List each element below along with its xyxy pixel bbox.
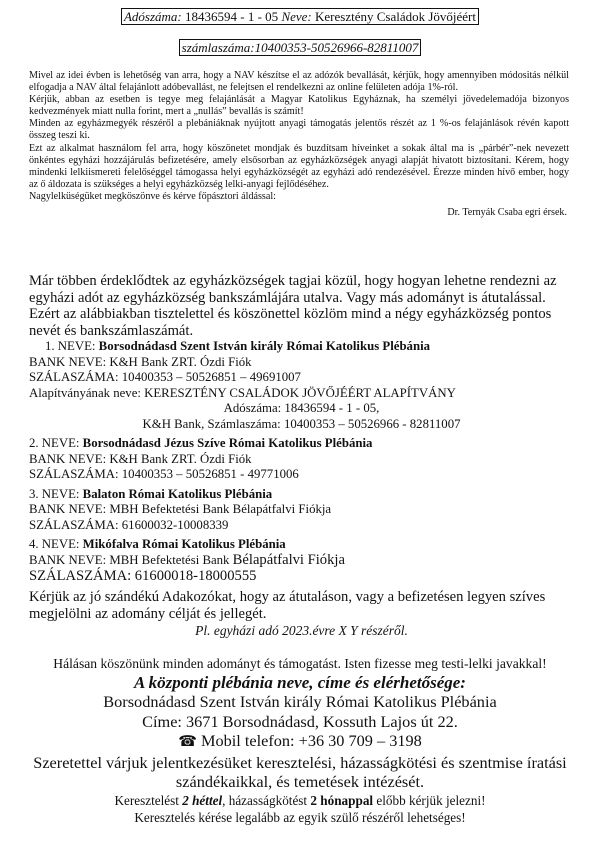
letter-paragraph: Mivel az idei évben is lehetőség van arra, hogy a NAV készítse el az adózók bevallását, kérjük, hogy amennyiben módositás nélkül elfogadja a NAV által felajánlott adóbevallást, ne felejtsen el rendelkezni az online felületen adója 1%-ról.: [29, 70, 569, 94]
contact-phone: [0, 731, 600, 753]
parish-number: 3. NEVE:: [29, 486, 83, 501]
foundation-account: K&H Bank, Számlaszáma: 10400353 – 50526966 - 82811007: [142, 416, 461, 431]
parish-1: [29, 339, 574, 432]
letter-paragraph: Nagylelküségüket megköszönve és kérve főpásztori áldással:: [29, 190, 276, 202]
parish-bank: BANK NEVE: MBH Befektetési Bank: [29, 552, 233, 567]
tax-value: 18436594 - 1 - 05: [181, 9, 282, 24]
parish-bank: BANK NEVE: K&H Bank ZRT. Ózdi Fiók: [29, 354, 252, 369]
parish-name: Mikófalva Római Katolikus Plébánia: [82, 537, 286, 552]
parish-account: SZÁLASZÁMA: 61600032-10008339: [29, 517, 229, 532]
contact-address: Címe: 3671 Borsodnádasd, Kossuth Lajos út 22.: [142, 711, 458, 731]
request-paragraph: Kérjük az jó szándékú Adakozókat, hogy az átutaláson, vagy a befizetésen legyen szíves megjelölni az adomány célját és jellegét.: [29, 589, 546, 622]
notice-wedding-time: 2 hónappal: [310, 792, 374, 808]
notice-text: előbb kérjük jelezni!: [373, 792, 486, 808]
foundation-tax: Adószáma: 18436594 - 1 - 05,: [223, 401, 380, 416]
parish-account: SZÁLASZÁMA: 10400353 – 50526851 – 49691007: [29, 370, 301, 385]
account-value: 10400353-50526966-82811007: [254, 40, 419, 55]
notice-text: , házasságkötést: [222, 792, 311, 808]
notice-line: [0, 792, 600, 809]
intro-paragraph: Már többen érdeklődtek az egyházközségek tagjai közül, hogy hogyan lehetne rendezni az egyházi adót az egyházközség bankszámlájára utalva. Vagy más adományt is átutalással. Ezért az alábbiakban tisztelettel és köszönettel közlöm mind a négy egyházközség pontos nevét és bankszámlaszámát.: [29, 273, 557, 339]
parish-number: 4. NEVE:: [29, 537, 83, 552]
parish-name: Balaton Római Katolikus Plébánia: [82, 486, 273, 501]
invite-paragraph: Szeretettel várjuk jelentkezésüket keresztelési, házasságkötési és szentmise íratási szándékaikkal, és temetések intézését.: [33, 752, 567, 791]
letter-paragraph: Minden az egyházmegyék részéről a plebániáknak nyújtott anyagi támogatás jelentős részét az 1 %-os felajánlások révén kapott összeg teszi ki.: [29, 118, 569, 142]
parish-2: [29, 436, 574, 483]
parish-bank: BANK NEVE: K&H Bank ZRT. Ózdi Fiók: [29, 451, 252, 466]
parish-bank: BANK NEVE: MBH Befektetési Bank Bélapátfalvi Fiókja: [29, 502, 332, 517]
baptism-note: Keresztelés kérése legalább az egyik szülő részéről lehetséges!: [134, 809, 466, 825]
header-tax-line: [0, 8, 600, 26]
header-account-box: [179, 39, 422, 56]
parish-bank-branch: Bélapátfalvi Fiókja: [232, 551, 345, 568]
account-label: számlaszáma:: [181, 40, 255, 55]
phone-number: Mobil telefon: +36 30 709 – 3198: [196, 731, 422, 750]
header-tax-box: [121, 8, 479, 25]
letter-signature: Dr. Ternyák Csaba egri érsek.: [447, 207, 567, 219]
thanks-line: Hálásan köszönünk minden adományt és támogatást. Isten fizesse meg testi-lelki javakkal!: [53, 656, 547, 671]
parish-account: SZÁLASZÁMA: 61600018-18000555: [29, 568, 257, 585]
parish-3: [29, 487, 574, 534]
parish-number: 2. NEVE:: [29, 436, 83, 451]
foundation-name: Alapítványának neve: KERESZTÉNY CSALÁDOK JÖVŐJÉÉRT ALAPÍTVÁNY: [29, 385, 456, 400]
notice-baptism-time: 2 héttel: [182, 792, 223, 808]
tax-label: Adószáma:: [123, 9, 182, 24]
letter-paragraph: Kérjük, abban az esetben is tegye meg felajánlását a Magyar Katolikus Egyháznak, ha személyi jövedelemadója bizonyos kedvezmények miatt nulla forint, mert a „nullás” bevallás is számít!: [29, 94, 569, 118]
letter-paragraph: Ezt az alkalmat használom fel arra, hogy köszönetet mondjak és buzdítsam híveinket a sokak által ma is „párbér”-nek nevezett önkéntes egyházi hozzájárulás befizetésére, amely elsősorban az egyházközségek anyagi alapját hivatott biztosítani. Kérem, hogy mindenki lelkiismereti felelőséggel támogassa helyi egyházközségét az egyházi adó rendezésével. Érezze minden hívő ember, hogy az ő áldozata is szükséges a helyi egyházközség lelki-anyagi fejlődéséhez.: [29, 142, 569, 190]
parish-name: Borsodnádasd Szent István király Római Katolikus Plébánia: [98, 339, 431, 354]
contact-heading: A központi plébánia neve, címe és elérhetősége:: [134, 673, 466, 692]
parish-number: 1. NEVE:: [45, 339, 99, 354]
parish-name: Borsodnádasd Jézus Szíve Római Katolikus Plébánia: [82, 436, 373, 451]
accounts-section: [29, 273, 574, 639]
name-label: Neve:: [281, 9, 312, 24]
telephone-icon: ☎: [178, 734, 197, 750]
name-value: Keresztény Családok Jövőjéért: [311, 9, 477, 24]
header-account-line: [0, 39, 600, 57]
archbishop-letter: [29, 70, 569, 219]
notice-text: Keresztelést: [114, 792, 183, 808]
contact-parish-name: Borsodnádasd Szent István király Római Katolikus Plébánia: [103, 692, 497, 711]
parish-4: [29, 537, 574, 585]
contact-section: [0, 655, 600, 826]
parish-account: SZÁLASZÁMA: 10400353 – 50526851 - 49771006: [29, 467, 299, 482]
example-note: Pl. egyházi adó 2023.évre X Y részéről.: [195, 622, 408, 638]
